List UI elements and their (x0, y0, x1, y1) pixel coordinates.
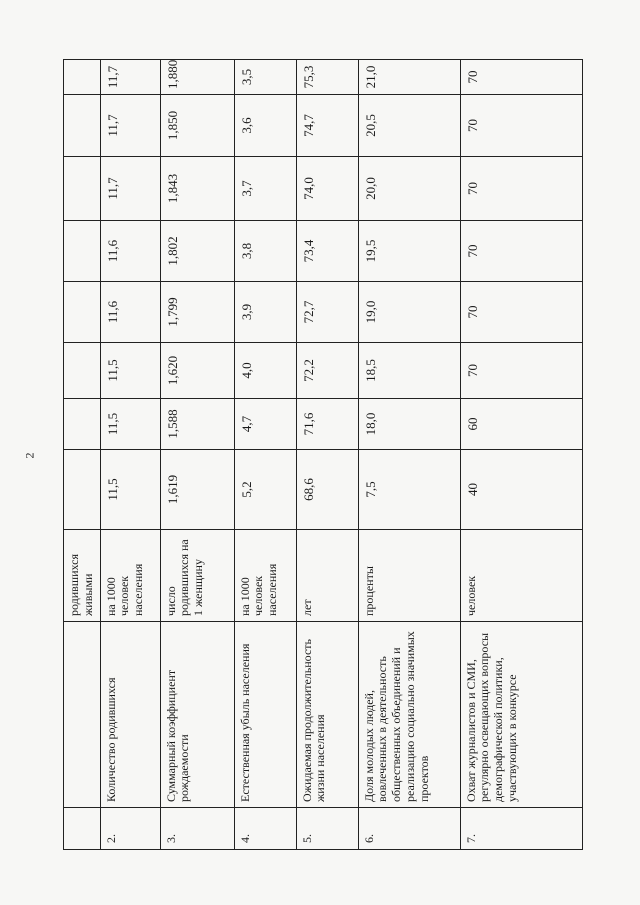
cell (64, 60, 101, 95)
value-cell: 1,620 (160, 343, 234, 399)
value-cell: 1,588 (160, 399, 234, 450)
row-number: 7. (460, 808, 582, 850)
cell (64, 95, 101, 157)
value-cell: 1,850 (160, 95, 234, 157)
value-cell: 3,5 (234, 60, 296, 95)
value-cell: 1,880 (160, 60, 234, 95)
value-cell: 5,2 (234, 450, 296, 530)
indicator-name: Ожидаемая продолжительность жизни населения (296, 622, 358, 808)
table-row (358, 60, 460, 850)
indicator-name: Охват журналистов и СМИ, регулярно освещающих вопросы демографической политики, участвующих в конкурсе (460, 622, 582, 808)
value-cell: 18,5 (358, 343, 460, 399)
indicator-name: Количество родившихся (100, 622, 160, 808)
row-number: 4. (234, 808, 296, 850)
cell (64, 221, 101, 282)
value-cell: 1,799 (160, 282, 234, 343)
value-cell: 74,0 (296, 157, 358, 221)
value-cell: 4,0 (234, 343, 296, 399)
value-cell: 11,6 (100, 221, 160, 282)
table-row (296, 60, 358, 850)
value-cell: 70 (460, 282, 582, 343)
value-cell: 11,5 (100, 343, 160, 399)
value-cell: 7,5 (358, 450, 460, 530)
value-cell: 11,7 (100, 95, 160, 157)
value-cell: 18,0 (358, 399, 460, 450)
unit-cell: проценты (358, 530, 460, 622)
indicator-name: Доля молодых людей, вовлеченных в деятельность общественных объединений и реализацию социально значимых проектов (358, 622, 460, 808)
value-cell: 1,802 (160, 221, 234, 282)
value-cell: 68,6 (296, 450, 358, 530)
value-cell: 3,7 (234, 157, 296, 221)
value-cell: 40 (460, 450, 582, 530)
row-number: 6. (358, 808, 460, 850)
value-cell: 74,7 (296, 95, 358, 157)
value-cell: 1,619 (160, 450, 234, 530)
cell (64, 157, 101, 221)
unit-cell: лет (296, 530, 358, 622)
table-row (460, 60, 582, 850)
cell (64, 282, 101, 343)
cell (64, 450, 101, 530)
cell (64, 808, 101, 850)
value-cell: 3,8 (234, 221, 296, 282)
value-cell: 21,0 (358, 60, 460, 95)
cell (64, 399, 101, 450)
row-number: 3. (160, 808, 234, 850)
unit-cell: человек (460, 530, 582, 622)
value-cell: 3,6 (234, 95, 296, 157)
value-cell: 73,4 (296, 221, 358, 282)
row-number: 5. (296, 808, 358, 850)
value-cell: 20,0 (358, 157, 460, 221)
value-cell: 11,7 (100, 157, 160, 221)
table-row (100, 60, 160, 850)
table-row (234, 60, 296, 850)
page-number: 2 (22, 452, 37, 459)
table-row (160, 60, 234, 850)
cell (64, 622, 101, 808)
rotated-table-wrapper (63, 60, 523, 850)
value-cell: 60 (460, 399, 582, 450)
value-cell: 11,7 (100, 60, 160, 95)
row-number: 2. (100, 808, 160, 850)
value-cell: 11,5 (100, 450, 160, 530)
value-cell: 20,5 (358, 95, 460, 157)
unit-cell: на 1000 человек населения (234, 530, 296, 622)
demographic-indicators-table (63, 59, 583, 850)
value-cell: 4,7 (234, 399, 296, 450)
unit-cell: число родившихся на 1 женщину (160, 530, 234, 622)
value-cell: 70 (460, 60, 582, 95)
table-row (64, 60, 101, 850)
value-cell: 75,3 (296, 60, 358, 95)
value-cell: 19,0 (358, 282, 460, 343)
cell (64, 343, 101, 399)
value-cell: 11,5 (100, 399, 160, 450)
value-cell: 3,9 (234, 282, 296, 343)
indicator-name: Суммарный коэффициент рождаемости (160, 622, 234, 808)
value-cell: 70 (460, 157, 582, 221)
value-cell: 72,7 (296, 282, 358, 343)
value-cell: 19,5 (358, 221, 460, 282)
value-cell: 1,843 (160, 157, 234, 221)
value-cell: 72,2 (296, 343, 358, 399)
value-cell: 71,6 (296, 399, 358, 450)
indicator-name: Естественная убыль населения (234, 622, 296, 808)
value-cell: 70 (460, 95, 582, 157)
value-cell: 11,6 (100, 282, 160, 343)
value-cell: 70 (460, 221, 582, 282)
value-cell: 70 (460, 343, 582, 399)
unit-cell: на 1000 человек населения (100, 530, 160, 622)
unit-cell: родившихся живыми (64, 530, 101, 622)
